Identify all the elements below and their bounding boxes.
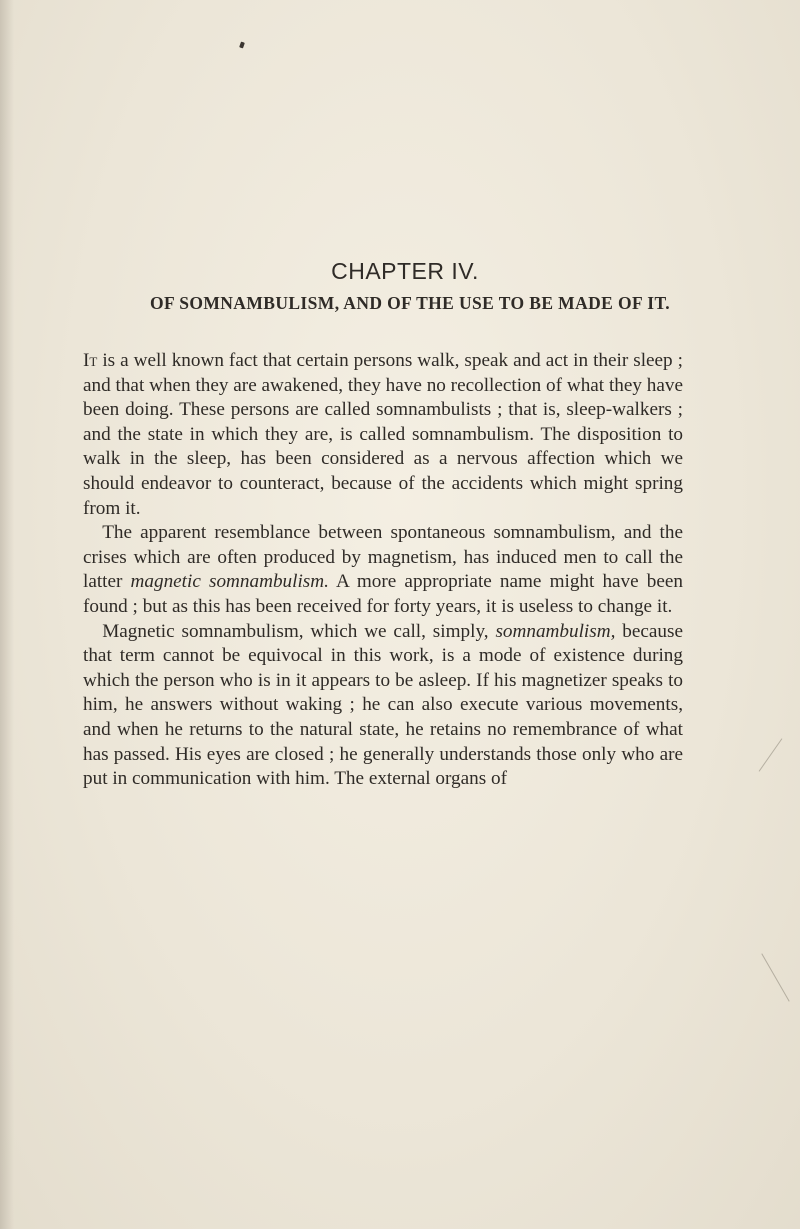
italic-term: magnetic somnambulism.	[130, 571, 329, 593]
chapter-title: CHAPTER IV.	[331, 258, 479, 284]
body-text	[83, 349, 683, 792]
paragraph-text: Magnetic somnambulism, which we call, simply,	[102, 620, 496, 642]
page-gutter-shadow	[0, 0, 14, 1229]
paragraph-3	[83, 620, 683, 792]
paragraph-text: The apparent resemblance between spontaneous somnambulism, and the crises which are often produced by magnetism, has induced men to call the latter	[83, 522, 683, 593]
italic-term: somnambulism,	[495, 620, 616, 642]
paragraph-text: A more appropriate name might have been found ; but as this has been received for forty years, it is useless to change it.	[83, 571, 684, 617]
paragraph-2	[83, 521, 683, 619]
paragraph-1	[83, 349, 683, 521]
paragraph-text: is a well known fact that certain persons walk, speak and act in their sleep ; and that when they are awakened, they have no recollection of what they have been doing. These persons are called somnambulists ; that is, sleep-walkers ; and the state in which they are, is called somnambulism. The disposition to walk in the sleep, has been considered as a nervous affection which we should endeavor to counteract, because of the accidents which might spring from it.	[83, 350, 683, 519]
paragraph-lead-word: It	[83, 350, 98, 371]
paragraph-text: because that term cannot be equivocal in this work, is a mode of existence during which the person who is in it appears to be asleep. If his magnetizer speaks to him, he answers without waking ; he can also execute various movements, and when he returns to the natural state, he retains no remembrance of what has passed. His eyes are closed ; he generally understands those only who are put in communication with him. The external organs of	[83, 620, 683, 790]
section-title: OF SOMNAMBULISM, AND OF THE USE TO BE MADE OF IT.	[149, 293, 671, 313]
